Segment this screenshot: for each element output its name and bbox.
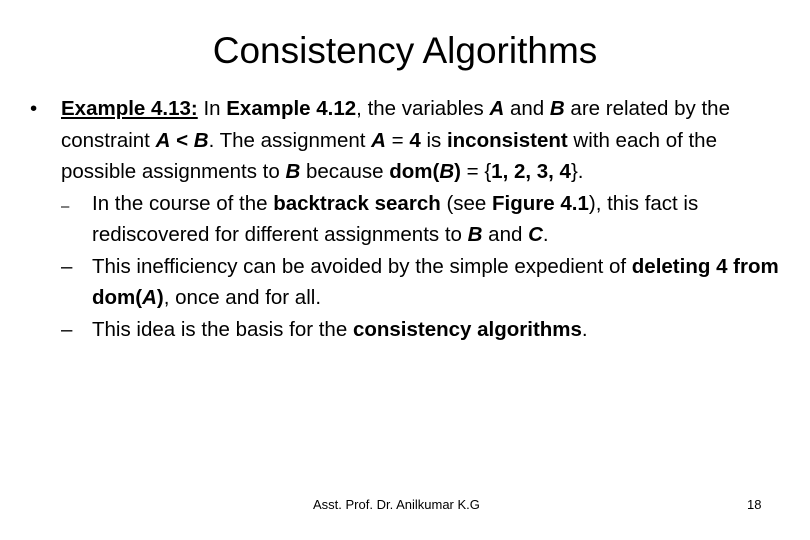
sub-bullet-1: – In the course of the backtrack search (see Figure 4.1), this fact is rediscovered for different assignments to B and C. [61,191,699,246]
variable-a: A [489,97,505,120]
footer-author: Asst. Prof. Dr. Anilkumar K.G [313,497,480,512]
constraint-a: A [155,128,171,152]
backtrack-search-term: backtrack search [273,191,441,215]
slide-title: Consistency Algorithms [212,30,598,71]
page-number: 18 [747,497,762,512]
dash-marker: – [61,317,73,341]
variable-c: C [528,223,543,246]
constraint-operator: < [170,128,194,152]
sub-bullet-3: – This idea is the basis for the consistency algorithms. [30,314,790,346]
domain-expression: dom(B) [389,160,461,183]
variable-b: B [549,97,565,120]
sub-bullet-2: – This inefficiency can be avoided by the simple expedient of deleting 4 from dom(A), once and for all. [30,251,790,314]
assignment-variable: A [371,128,386,152]
variable-b-3: B [467,223,483,246]
variable-b-2: B [285,160,301,183]
main-bullet: • Example 4.13: In Example 4.12, the variables A and B are related by the constraint A < B. The assignment A = 4 is inconsistent with each of the possible assignments to B because dom(B) = {1, 2, 3, 4}. [30,93,790,188]
bullet-marker: • [30,97,38,120]
dash-marker: – [61,197,70,215]
example-label: Example 4.13: [61,97,198,120]
domain-values: 1, 2, 3, 4 [491,160,571,183]
deleting-phrase: deleting 4 from dom(A) [92,254,779,309]
assignment-value: 4 [409,128,421,152]
figure-reference: Figure 4.1 [492,191,589,215]
slide-body [30,93,790,345]
example-reference: Example 4.12 [226,97,357,120]
dash-marker: – [61,254,73,278]
constraint-b: B [193,128,209,152]
consistency-algorithms-term: consistency algorithms [352,317,582,341]
inconsistent-term: inconsistent [446,128,568,152]
